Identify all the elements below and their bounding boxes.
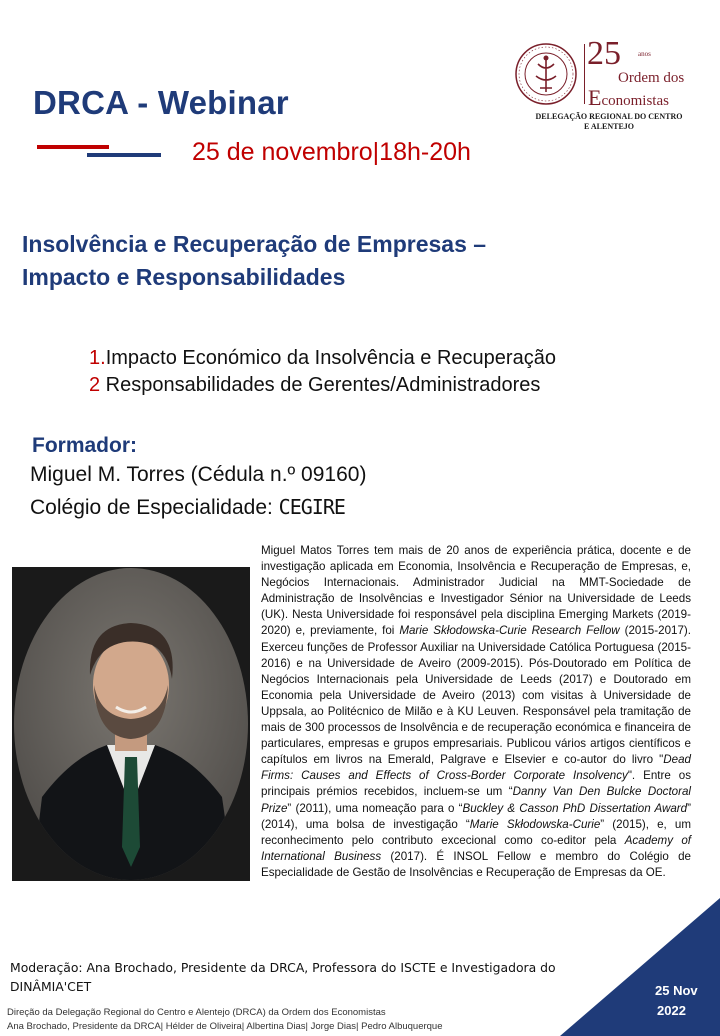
trainer-photo [12, 567, 250, 881]
bio-italic: Buckley & Casson PhD Dissertation Award [462, 801, 688, 815]
footer-line1: Direção da Delegação Regional do Centro e Alentejo (DRCA) da Ordem dos Economistas [7, 1007, 386, 1018]
logo-anos: anos [638, 50, 651, 58]
corner-date-line2: 2022 [657, 1003, 686, 1018]
event-date: 25 de novembro|18h-20h [192, 138, 471, 166]
topic-item-1 [89, 347, 556, 370]
bio-text: (2017). É INSOL Fellow e membro do Colégio de Especialidade de Gestão de Insolvências e Recuperação de Empresas da OE. [261, 849, 692, 879]
footer-line2: Ana Brochado, Presidente da DRCA| Hélder de Oliveira| Albertina Dias| Jorge Dias| Pedro Albuquerque [7, 1021, 443, 1032]
logo-line2-rest: conomistas [601, 93, 669, 109]
topic-text: Impacto Económico da Insolvência e Recuperação [105, 347, 556, 369]
college-label: Colégio de Especialidade: [30, 496, 279, 519]
logo-line1: Ordem dos [618, 70, 685, 86]
topic-item-2 [89, 374, 540, 397]
bio-italic: Marie Skłodowska-Curie Research Fellow [399, 624, 620, 638]
red-accent-line [37, 145, 109, 149]
bio-italic: Dead Firms: Causes and Effects of Cross-Border Corporate Insolvency [261, 753, 691, 783]
ordem-economistas-logo [514, 35, 704, 138]
bio-text: ” (2014), uma bolsa de investigação “ [261, 801, 691, 831]
page-title: DRCA - Webinar [33, 84, 289, 121]
logo-initial: E [588, 85, 602, 110]
topic-number: 1. [89, 347, 106, 369]
logo-divider [584, 44, 585, 104]
bio-italic: Danny Van Den Bulcke Doctoral Prize [261, 785, 692, 815]
webinar-subject [22, 228, 662, 294]
corner-date-line1: 25 Nov [655, 983, 698, 998]
subject-line1: Insolvência e Recuperação de Empresas – [22, 231, 487, 257]
trainer-name: Miguel M. Torres (Cédula n.º 09160) [30, 463, 367, 486]
bio-text: Miguel Matos Torres tem mais de 20 anos de experiência prática, docente e de investigação aplicada em Economia, Insolvência e Recuperação de Empresas, e, Negócios Internacionais. Administrador Judicial na MMT-Sociedade de Administração de Insolvências e Investigador Sénior na Universidade de Leeds (UK). Nesta Universidade foi responsável pela disciplina Emerging Markets (2019-2020) e, previamente, foi [261, 544, 691, 638]
logo-anniversary-number: 25 [587, 35, 621, 72]
blue-accent-line [87, 153, 161, 157]
logo-line2 [588, 85, 669, 111]
subject-line2: Impacto e Responsabilidades [22, 264, 346, 290]
logo-delegation-line2: E ALENTEJO [583, 122, 634, 131]
topic-text: Responsabilidades de Gerentes/Administradores [100, 374, 541, 396]
topic-number: 2 [89, 374, 101, 396]
bio-text: ". Entre os principais prémios recebidos, incluem-se um “ [261, 769, 691, 799]
seal-icon [514, 42, 578, 106]
bio-text: ” (2011), uma nomeação para o “ [287, 801, 463, 815]
moderation-text: Moderação: Ana Brochado, Presidente da DRCA, Professora do ISCTE e Investigadora do DINÂMIA'CET [10, 960, 556, 994]
bio-text: ” (2015), e, um reconhecimento pelo contributo excecional como co-editor pela [261, 817, 691, 847]
bio-italic: Academy of International Business [261, 833, 691, 863]
trainer-bio [261, 543, 691, 881]
trainer-label: Formador: [32, 434, 137, 457]
logo-delegation-line1: DELEGAÇÃO REGIONAL DO CENTRO [535, 112, 683, 121]
bio-italic: Marie Skłodowska-Curie [469, 817, 601, 831]
college-specialty [30, 495, 345, 520]
portrait-image [12, 567, 250, 881]
bio-text: (2015-2017). Exerceu funções de Professor Auxiliar na Universidade Católica Portuguesa (2015-2016) e na Universidade de Aveiro (2009-2015). Pós-Doutorado em Política de Negócios Internacionais pela Universidade de Leeds (2017) e Doutorado em Economia pela Universidade de Aveiro (2013) com visitas à Universidade de Uppsala, ao Politécnico de Milão e à KU Leuven. Responsável pela tramitação de mais de 300 processos de Insolvência e de recuperação económica e financeira de particulares, empresas e grupos empresariais. Publicou vários artigos científicos e capítulos em livros na Emerald, Palgrave e Elsevier e co-autor do livro " [261, 624, 691, 767]
college-value: CEGIRE [278, 495, 345, 519]
corner-triangle [560, 898, 720, 1036]
